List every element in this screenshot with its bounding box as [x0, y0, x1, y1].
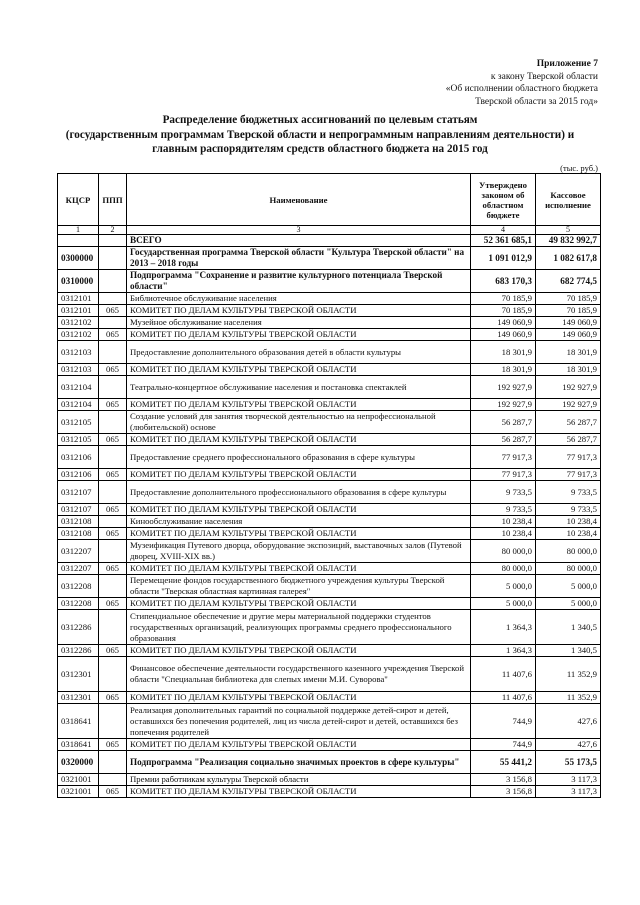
header-ppp: ППП: [99, 174, 127, 226]
row-code: 0312105: [58, 411, 99, 434]
row-code: [58, 235, 99, 247]
row-ppp: [99, 481, 127, 504]
row-approved-amount: 744,9: [471, 704, 536, 739]
row-name: Предоставление дополнительного профессионального образования в сфере культуры: [127, 481, 471, 504]
row-code: 0312207: [58, 563, 99, 575]
column-number: 4: [471, 226, 536, 235]
table-row: [58, 235, 601, 247]
appendix-line: к закону Тверской области: [490, 71, 598, 82]
row-name: КОМИТЕТ ПО ДЕЛАМ КУЛЬТУРЫ ТВЕРСКОЙ ОБЛАСТИ: [127, 563, 471, 575]
row-code: 0312106: [58, 469, 99, 481]
table-row: [58, 305, 601, 317]
column-number: 3: [127, 226, 471, 235]
row-code: 0312301: [58, 657, 99, 692]
row-cash-amount: 1 082 617,8: [536, 247, 601, 270]
row-name: КОМИТЕТ ПО ДЕЛАМ КУЛЬТУРЫ ТВЕРСКОЙ ОБЛАСТИ: [127, 434, 471, 446]
row-code: 0312208: [58, 598, 99, 610]
table-row: [58, 751, 601, 774]
row-name: КОМИТЕТ ПО ДЕЛАМ КУЛЬТУРЫ ТВЕРСКОЙ ОБЛАСТИ: [127, 645, 471, 657]
row-cash-amount: 11 352,9: [536, 692, 601, 704]
column-number: 2: [99, 226, 127, 235]
row-cash-amount: 9 733,5: [536, 504, 601, 516]
row-name: КОМИТЕТ ПО ДЕЛАМ КУЛЬТУРЫ ТВЕРСКОЙ ОБЛАСТИ: [127, 598, 471, 610]
row-ppp: [99, 411, 127, 434]
table-row: [58, 598, 601, 610]
row-approved-amount: 11 407,6: [471, 657, 536, 692]
row-code: 0318641: [58, 704, 99, 739]
title-line: (государственным программам Тверской области и непрограммным направлениям деятельности) и: [65, 128, 575, 141]
row-name: КОМИТЕТ ПО ДЕЛАМ КУЛЬТУРЫ ТВЕРСКОЙ ОБЛАСТИ: [127, 364, 471, 376]
document-title: [40, 113, 600, 157]
row-name: Подпрограмма "Сохранение и развитие культурного потенциала Тверской области": [127, 270, 471, 293]
row-cash-amount: 149 060,9: [536, 317, 601, 329]
row-code: 0312102: [58, 329, 99, 341]
table-row: [58, 411, 601, 434]
row-code: 0312105: [58, 434, 99, 446]
row-approved-amount: 5 000,0: [471, 575, 536, 598]
appendix-line: Тверской области за 2015 год»: [475, 96, 598, 107]
row-cash-amount: 427,6: [536, 704, 601, 739]
row-ppp: 065: [99, 305, 127, 317]
row-ppp: 065: [99, 563, 127, 575]
title-line: Распределение бюджетных ассигнований по целевым статьям: [162, 114, 478, 126]
row-approved-amount: 77 917,3: [471, 469, 536, 481]
table-row: [58, 563, 601, 575]
table-row: [58, 610, 601, 645]
row-cash-amount: 70 185,9: [536, 305, 601, 317]
row-ppp: [99, 774, 127, 786]
row-code: 0312108: [58, 528, 99, 540]
row-approved-amount: 1 364,3: [471, 610, 536, 645]
row-code: 0312207: [58, 540, 99, 563]
row-code: 0312286: [58, 610, 99, 645]
row-name: КОМИТЕТ ПО ДЕЛАМ КУЛЬТУРЫ ТВЕРСКОЙ ОБЛАСТИ: [127, 692, 471, 704]
table-row: [58, 270, 601, 293]
row-cash-amount: 149 060,9: [536, 329, 601, 341]
row-approved-amount: 3 156,8: [471, 786, 536, 798]
row-ppp: 065: [99, 504, 127, 516]
budget-table: [57, 173, 601, 798]
row-approved-amount: 80 000,0: [471, 540, 536, 563]
row-cash-amount: 77 917,3: [536, 469, 601, 481]
row-approved-amount: 18 301,9: [471, 364, 536, 376]
column-number-row: [58, 226, 601, 235]
row-name: КОМИТЕТ ПО ДЕЛАМ КУЛЬТУРЫ ТВЕРСКОЙ ОБЛАСТИ: [127, 528, 471, 540]
row-approved-amount: 683 170,3: [471, 270, 536, 293]
row-ppp: [99, 610, 127, 645]
row-cash-amount: 3 117,3: [536, 774, 601, 786]
row-ppp: [99, 317, 127, 329]
row-ppp: 065: [99, 645, 127, 657]
row-name: Предоставление среднего профессионального образования в сфере культуры: [127, 446, 471, 469]
row-ppp: [99, 540, 127, 563]
table-row: [58, 692, 601, 704]
row-cash-amount: 192 927,9: [536, 376, 601, 399]
row-approved-amount: 744,9: [471, 739, 536, 751]
row-cash-amount: 427,6: [536, 739, 601, 751]
row-ppp: 065: [99, 528, 127, 540]
row-approved-amount: 56 287,7: [471, 434, 536, 446]
row-cash-amount: 192 927,9: [536, 399, 601, 411]
row-code: 0300000: [58, 247, 99, 270]
row-approved-amount: 192 927,9: [471, 376, 536, 399]
header-name: Наименование: [127, 174, 471, 226]
row-cash-amount: 10 238,4: [536, 528, 601, 540]
table-row: [58, 516, 601, 528]
row-name: Библиотечное обслуживание населения: [127, 293, 471, 305]
row-ppp: [99, 751, 127, 774]
row-ppp: 065: [99, 692, 127, 704]
row-cash-amount: 11 352,9: [536, 657, 601, 692]
table-row: [58, 434, 601, 446]
row-name: Финансовое обеспечение деятельности государственного казенного учреждения Тверской области "Специальная библиотека для слепых имени М.И. Суворова": [127, 657, 471, 692]
row-name: КОМИТЕТ ПО ДЕЛАМ КУЛЬТУРЫ ТВЕРСКОЙ ОБЛАСТИ: [127, 305, 471, 317]
row-name: Музеификация Путевого дворца, оборудование экспозиций, выставочных залов (Путевой дворец, XVIII-XIX вв.): [127, 540, 471, 563]
table-row: [58, 540, 601, 563]
row-name: ВСЕГО: [127, 235, 471, 247]
row-ppp: [99, 704, 127, 739]
row-name: КОМИТЕТ ПО ДЕЛАМ КУЛЬТУРЫ ТВЕРСКОЙ ОБЛАСТИ: [127, 399, 471, 411]
row-code: 0312107: [58, 481, 99, 504]
row-cash-amount: 70 185,9: [536, 293, 601, 305]
row-ppp: [99, 235, 127, 247]
row-code: 0312301: [58, 692, 99, 704]
row-ppp: [99, 575, 127, 598]
table-row: [58, 657, 601, 692]
row-code: 0312101: [58, 293, 99, 305]
row-name: Подпрограмма "Реализация социально значимых проектов в сфере культуры": [127, 751, 471, 774]
row-approved-amount: 52 361 685,1: [471, 235, 536, 247]
row-name: Государственная программа Тверской области "Культура Тверской области" на 2013 – 2018 годы: [127, 247, 471, 270]
row-cash-amount: 55 173,5: [536, 751, 601, 774]
row-ppp: 065: [99, 469, 127, 481]
row-name: Кинообслуживание населения: [127, 516, 471, 528]
row-ppp: [99, 270, 127, 293]
row-approved-amount: 1 091 012,9: [471, 247, 536, 270]
row-ppp: [99, 446, 127, 469]
table-row: [58, 399, 601, 411]
row-approved-amount: 9 733,5: [471, 504, 536, 516]
row-ppp: [99, 247, 127, 270]
row-ppp: [99, 516, 127, 528]
table-body: [58, 235, 601, 798]
table-row: [58, 446, 601, 469]
table-row: [58, 645, 601, 657]
row-name: Перемещение фондов государственного бюджетного учреждения культуры Тверской области "Тверская областная картинная галерея": [127, 575, 471, 598]
row-approved-amount: 1 364,3: [471, 645, 536, 657]
table-row: [58, 786, 601, 798]
row-code: 0318641: [58, 739, 99, 751]
row-approved-amount: 70 185,9: [471, 293, 536, 305]
appendix-title: Приложение 7: [536, 59, 598, 69]
row-name: Театрально-концертное обслуживание населения и постановка спектаклей: [127, 376, 471, 399]
row-ppp: [99, 657, 127, 692]
header-kcsr: КЦСР: [58, 174, 99, 226]
row-name: Премии работникам культуры Тверской области: [127, 774, 471, 786]
row-ppp: [99, 341, 127, 364]
row-cash-amount: 18 301,9: [536, 364, 601, 376]
row-cash-amount: 56 287,7: [536, 434, 601, 446]
row-ppp: 065: [99, 598, 127, 610]
table-row: [58, 739, 601, 751]
appendix-note: [446, 58, 598, 108]
row-cash-amount: 682 774,5: [536, 270, 601, 293]
table-row: [58, 293, 601, 305]
row-approved-amount: 18 301,9: [471, 341, 536, 364]
row-name: КОМИТЕТ ПО ДЕЛАМ КУЛЬТУРЫ ТВЕРСКОЙ ОБЛАСТИ: [127, 469, 471, 481]
row-cash-amount: 1 340,5: [536, 610, 601, 645]
row-ppp: 065: [99, 329, 127, 341]
row-ppp: [99, 376, 127, 399]
row-approved-amount: 77 917,3: [471, 446, 536, 469]
row-code: 0312286: [58, 645, 99, 657]
row-approved-amount: 5 000,0: [471, 598, 536, 610]
table-row: [58, 341, 601, 364]
header-row: [58, 174, 601, 226]
row-approved-amount: 55 441,2: [471, 751, 536, 774]
row-name: Стипендиальное обеспечение и другие меры материальной поддержки студентов государственных организаций, реализующих программы среднего профессионального образования: [127, 610, 471, 645]
table-row: [58, 575, 601, 598]
row-cash-amount: 18 301,9: [536, 341, 601, 364]
row-cash-amount: 3 117,3: [536, 786, 601, 798]
row-code: 0312106: [58, 446, 99, 469]
table-row: [58, 528, 601, 540]
row-code: 0321001: [58, 774, 99, 786]
row-cash-amount: 10 238,4: [536, 516, 601, 528]
row-code: 0312108: [58, 516, 99, 528]
row-name: Музейное обслуживание населения: [127, 317, 471, 329]
row-code: 0312104: [58, 399, 99, 411]
row-approved-amount: 80 000,0: [471, 563, 536, 575]
row-approved-amount: 56 287,7: [471, 411, 536, 434]
row-cash-amount: 49 832 992,7: [536, 235, 601, 247]
row-approved-amount: 10 238,4: [471, 516, 536, 528]
row-name: КОМИТЕТ ПО ДЕЛАМ КУЛЬТУРЫ ТВЕРСКОЙ ОБЛАСТИ: [127, 786, 471, 798]
row-name: КОМИТЕТ ПО ДЕЛАМ КУЛЬТУРЫ ТВЕРСКОЙ ОБЛАСТИ: [127, 504, 471, 516]
table-row: [58, 247, 601, 270]
row-ppp: 065: [99, 364, 127, 376]
column-number: 1: [58, 226, 99, 235]
header-approved: Утверждено законом об областном бюджете: [471, 174, 536, 226]
table-row: [58, 376, 601, 399]
table-row: [58, 317, 601, 329]
row-code: 0312101: [58, 305, 99, 317]
units-label: (тыс. руб.): [560, 163, 598, 173]
row-approved-amount: 149 060,9: [471, 329, 536, 341]
row-cash-amount: 80 000,0: [536, 563, 601, 575]
title-line: главным распорядителям средств областного бюджета на 2015 год: [152, 143, 488, 155]
row-name: Создание условий для занятия творческой деятельностью на непрофессиональной (любительской) основе: [127, 411, 471, 434]
table-row: [58, 329, 601, 341]
row-ppp: 065: [99, 399, 127, 411]
row-cash-amount: 77 917,3: [536, 446, 601, 469]
row-approved-amount: 192 927,9: [471, 399, 536, 411]
row-cash-amount: 1 340,5: [536, 645, 601, 657]
row-code: 0312103: [58, 364, 99, 376]
table-row: [58, 481, 601, 504]
row-code: 0312107: [58, 504, 99, 516]
row-code: 0310000: [58, 270, 99, 293]
row-name: КОМИТЕТ ПО ДЕЛАМ КУЛЬТУРЫ ТВЕРСКОЙ ОБЛАСТИ: [127, 329, 471, 341]
row-name: Предоставление дополнительного образования детей в области культуры: [127, 341, 471, 364]
row-ppp: 065: [99, 786, 127, 798]
table-row: [58, 704, 601, 739]
row-approved-amount: 11 407,6: [471, 692, 536, 704]
appendix-line: «Об исполнении областного бюджета: [445, 84, 598, 94]
row-cash-amount: 56 287,7: [536, 411, 601, 434]
table-row: [58, 469, 601, 481]
row-cash-amount: 5 000,0: [536, 598, 601, 610]
row-approved-amount: 10 238,4: [471, 528, 536, 540]
table-row: [58, 774, 601, 786]
row-approved-amount: 9 733,5: [471, 481, 536, 504]
column-number: 5: [536, 226, 601, 235]
row-cash-amount: 5 000,0: [536, 575, 601, 598]
row-cash-amount: 9 733,5: [536, 481, 601, 504]
row-approved-amount: 149 060,9: [471, 317, 536, 329]
row-code: 0320000: [58, 751, 99, 774]
row-cash-amount: 80 000,0: [536, 540, 601, 563]
row-ppp: [99, 293, 127, 305]
table-row: [58, 364, 601, 376]
header-cash: Кассовое исполнение: [536, 174, 601, 226]
row-code: 0321001: [58, 786, 99, 798]
row-code: 0312103: [58, 341, 99, 364]
row-name: КОМИТЕТ ПО ДЕЛАМ КУЛЬТУРЫ ТВЕРСКОЙ ОБЛАСТИ: [127, 739, 471, 751]
row-code: 0312104: [58, 376, 99, 399]
row-approved-amount: 3 156,8: [471, 774, 536, 786]
table-row: [58, 504, 601, 516]
row-code: 0312102: [58, 317, 99, 329]
row-name: Реализация дополнительных гарантий по социальной поддержке детей-сирот и детей, оставшихся без попечения родителей, лиц из числа детей-сирот и детей, оставшихся без попечения родителей: [127, 704, 471, 739]
row-ppp: 065: [99, 434, 127, 446]
row-ppp: 065: [99, 739, 127, 751]
row-approved-amount: 70 185,9: [471, 305, 536, 317]
row-code: 0312208: [58, 575, 99, 598]
